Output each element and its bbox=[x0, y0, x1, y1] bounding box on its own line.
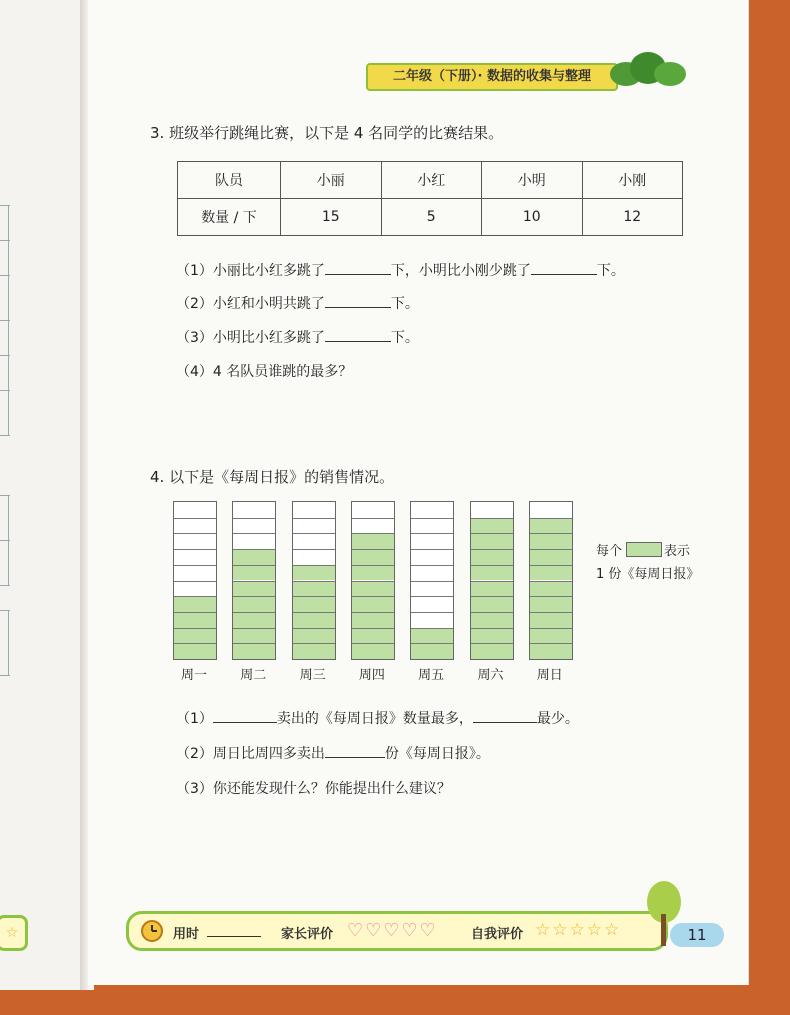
bar-cell bbox=[174, 502, 216, 518]
bar-周三 bbox=[292, 501, 336, 660]
bar-cell bbox=[352, 518, 394, 534]
q4-sub1 bbox=[176, 708, 579, 728]
bar-周六 bbox=[470, 501, 514, 660]
left-page-edge bbox=[0, 0, 87, 990]
bar-cell bbox=[530, 612, 572, 628]
bar-cell bbox=[471, 596, 513, 612]
bar-cell bbox=[293, 612, 335, 628]
table-cell: 小刚 bbox=[582, 162, 683, 199]
bar-cell bbox=[530, 581, 572, 597]
bar-cell bbox=[411, 502, 453, 518]
bar-cell bbox=[233, 612, 275, 628]
bar-cell bbox=[293, 518, 335, 534]
table-cell: 数量 / 下 bbox=[178, 199, 281, 236]
q3-sub1 bbox=[176, 260, 625, 280]
x-tick-label: 周日 bbox=[536, 668, 563, 683]
bar-cell bbox=[233, 628, 275, 644]
bar-cell bbox=[530, 533, 572, 549]
bar-cell bbox=[233, 533, 275, 549]
sub-text: （1） bbox=[176, 711, 213, 727]
bar-cell bbox=[471, 628, 513, 644]
sub-text: （2）周日比周四多卖出 bbox=[176, 746, 325, 762]
bar-周二 bbox=[232, 501, 276, 660]
star-rating-icon[interactable]: ☆☆☆☆☆ bbox=[535, 920, 622, 940]
bar-cell bbox=[471, 581, 513, 597]
bar-cell bbox=[293, 502, 335, 518]
bar-cell bbox=[411, 533, 453, 549]
bar-cell bbox=[352, 502, 394, 518]
sub-text: 份《每周日报》。 bbox=[384, 746, 490, 762]
page-number: 11 bbox=[670, 923, 724, 947]
legend-text: 1 份《每周日报》 bbox=[596, 567, 700, 582]
answer-blank[interactable] bbox=[325, 293, 391, 308]
bar-cell bbox=[352, 596, 394, 612]
bar-cell bbox=[352, 612, 394, 628]
bar-cell bbox=[530, 628, 572, 644]
x-tick-label: 周二 bbox=[240, 668, 267, 683]
table-cell: 5 bbox=[381, 199, 482, 236]
q3-sub4: （4）4 名队员谁跳的最多？ bbox=[176, 364, 353, 380]
x-tick-label: 周六 bbox=[477, 668, 504, 683]
bar-cell bbox=[233, 502, 275, 518]
bar-cell bbox=[174, 533, 216, 549]
bar-cell bbox=[233, 549, 275, 565]
answer-blank[interactable] bbox=[325, 260, 391, 275]
q4-sub2 bbox=[176, 743, 490, 763]
sub-text: （1）小丽比小红多跳了 bbox=[176, 263, 325, 279]
bar-cell bbox=[233, 643, 275, 659]
sub-text: 下，小明比小刚少跳了 bbox=[390, 263, 531, 279]
answer-blank[interactable] bbox=[531, 260, 597, 275]
x-tick-label: 周三 bbox=[299, 668, 326, 683]
bar-cell bbox=[174, 549, 216, 565]
sub-text: 最少。 bbox=[536, 711, 579, 727]
alarm-clock-icon bbox=[139, 917, 165, 943]
table-cell: 小红 bbox=[381, 162, 482, 199]
bar-cell bbox=[174, 596, 216, 612]
bar-cell bbox=[352, 643, 394, 659]
bar-cell bbox=[530, 643, 572, 659]
bar-cell bbox=[411, 643, 453, 659]
sub-text: （3）小明比小红多跳了 bbox=[176, 330, 325, 346]
bar-cell bbox=[530, 549, 572, 565]
bar-cell bbox=[471, 502, 513, 518]
answer-blank[interactable] bbox=[325, 327, 391, 342]
bar-cell bbox=[411, 549, 453, 565]
bar-cell bbox=[233, 596, 275, 612]
heart-rating-icon[interactable]: ♡♡♡♡♡ bbox=[347, 920, 438, 941]
bar-cell bbox=[352, 565, 394, 581]
x-tick-label: 周一 bbox=[180, 668, 207, 683]
legend-text: 每个 bbox=[596, 544, 623, 559]
bar-cell bbox=[352, 581, 394, 597]
bar-cell bbox=[174, 518, 216, 534]
bar-cell bbox=[174, 581, 216, 597]
bar-cell bbox=[174, 565, 216, 581]
bar-cell bbox=[471, 518, 513, 534]
bar-cell bbox=[530, 518, 572, 534]
x-tick-label: 周五 bbox=[418, 668, 445, 683]
sub-text: 下。 bbox=[390, 330, 419, 346]
worksheet-page bbox=[88, 0, 749, 985]
q4-title: 4. 以下是《每周日报》的销售情况。 bbox=[150, 468, 395, 486]
bar-cell bbox=[293, 581, 335, 597]
bar-cell bbox=[233, 565, 275, 581]
bar-cell bbox=[293, 549, 335, 565]
bar-cell bbox=[530, 596, 572, 612]
bar-cell bbox=[411, 518, 453, 534]
bar-cell bbox=[471, 612, 513, 628]
bar-cell bbox=[471, 565, 513, 581]
evaluation-footer bbox=[126, 911, 668, 951]
bar-周日 bbox=[529, 501, 573, 660]
q3-sub2 bbox=[176, 293, 419, 313]
bush-decoration-icon bbox=[608, 50, 688, 86]
sub-text: 卖出的《每周日报》数量最多， bbox=[276, 711, 473, 727]
bar-cell bbox=[174, 612, 216, 628]
bar-cell bbox=[293, 643, 335, 659]
bar-cell bbox=[233, 581, 275, 597]
time-blank[interactable] bbox=[207, 936, 261, 937]
legend-text: 表示 bbox=[664, 544, 691, 559]
header-title: 二年级（下册）· 数据的收集与整理 bbox=[366, 63, 618, 91]
bar-周四 bbox=[351, 501, 395, 660]
bar-cell bbox=[411, 565, 453, 581]
table-cell: 10 bbox=[482, 199, 583, 236]
sub-text: 下。 bbox=[390, 296, 419, 312]
bar-cell bbox=[174, 628, 216, 644]
left-page-star-icon: ☆ bbox=[0, 915, 28, 951]
bar-cell bbox=[174, 643, 216, 659]
table-cell: 队员 bbox=[178, 162, 281, 199]
bar-cell bbox=[530, 502, 572, 518]
time-label: 用时 bbox=[173, 927, 200, 942]
q3-sub3 bbox=[176, 327, 419, 347]
table-cell: 12 bbox=[582, 199, 683, 236]
legend-box bbox=[626, 542, 662, 557]
table-row bbox=[178, 199, 683, 236]
sub-text: 下。 bbox=[596, 263, 625, 279]
table-cell: 小丽 bbox=[281, 162, 382, 199]
q3-title: 3. 班级举行跳绳比赛，以下是 4 名同学的比赛结果。 bbox=[150, 124, 504, 142]
q4-sub3: （3）你还能发现什么？你能提出什么建议？ bbox=[176, 781, 451, 797]
parent-eval-label: 家长评价 bbox=[281, 927, 334, 942]
bar-cell bbox=[471, 549, 513, 565]
table-cell: 小明 bbox=[482, 162, 583, 199]
bar-周一 bbox=[173, 501, 217, 660]
bar-cell bbox=[293, 565, 335, 581]
bar-cell bbox=[411, 628, 453, 644]
bar-cell bbox=[293, 628, 335, 644]
sub-text: （2）小红和小明共跳了 bbox=[176, 296, 325, 312]
bar-cell bbox=[352, 533, 394, 549]
bar-cell bbox=[411, 581, 453, 597]
bar-cell bbox=[471, 643, 513, 659]
bar-周五 bbox=[410, 501, 454, 660]
bar-cell bbox=[352, 549, 394, 565]
answer-blank[interactable] bbox=[213, 708, 277, 723]
bar-cell bbox=[293, 596, 335, 612]
bar-cell bbox=[293, 533, 335, 549]
table-cell: 15 bbox=[281, 199, 382, 236]
bar-cell bbox=[352, 628, 394, 644]
bar-cell bbox=[530, 565, 572, 581]
bar-cell bbox=[411, 612, 453, 628]
self-eval-label: 自我评价 bbox=[471, 927, 524, 942]
table-row bbox=[178, 162, 683, 199]
x-tick-label: 周四 bbox=[358, 668, 385, 683]
bar-cell bbox=[233, 518, 275, 534]
bar-cell bbox=[411, 596, 453, 612]
answer-blank[interactable] bbox=[473, 708, 537, 723]
results-table bbox=[177, 161, 683, 236]
answer-blank[interactable] bbox=[325, 743, 385, 758]
bar-cell bbox=[471, 533, 513, 549]
